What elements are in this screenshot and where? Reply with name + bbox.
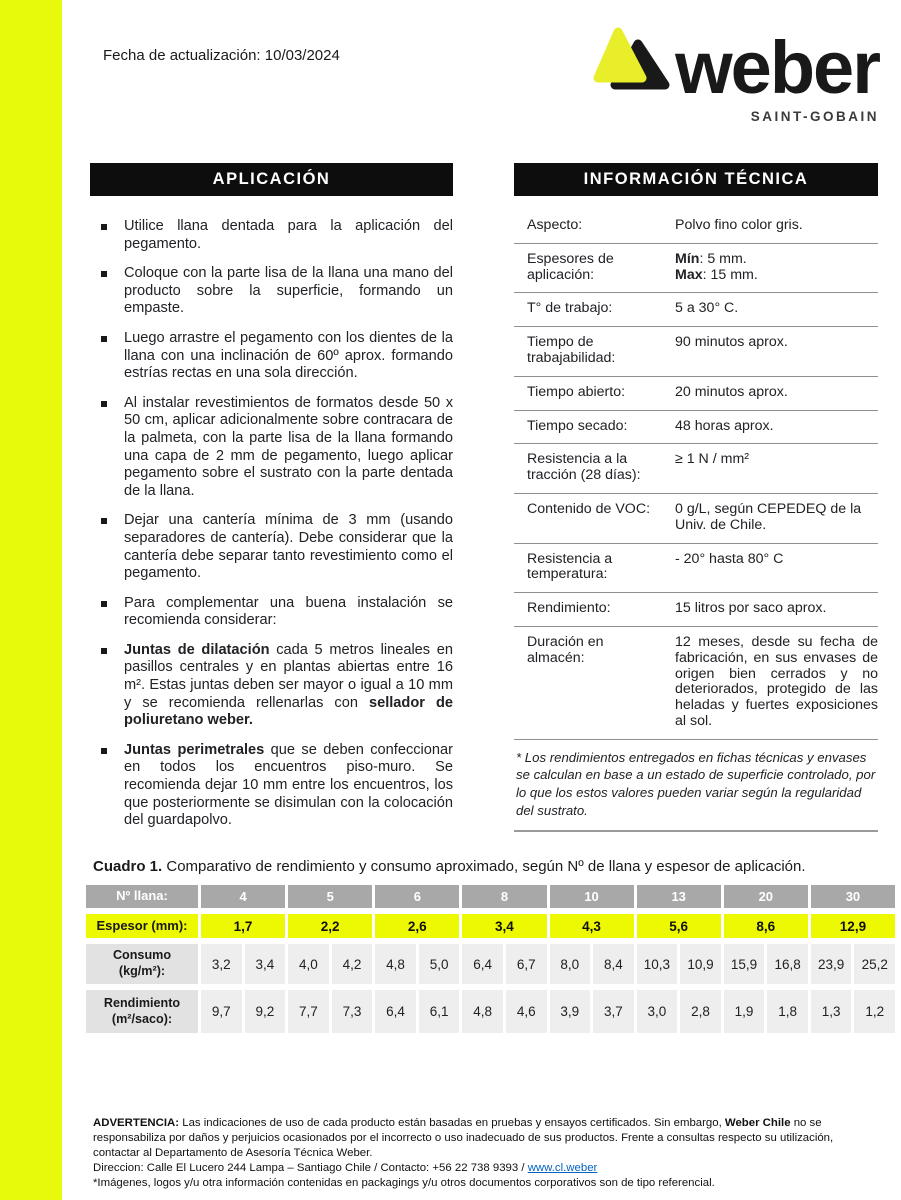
rendimiento-cell: 1,3 bbox=[811, 990, 852, 1033]
consumo-cell: 23,9 bbox=[811, 944, 852, 984]
cuadro-1-section bbox=[83, 858, 898, 1039]
rendimiento-cell: 7,3 bbox=[332, 990, 373, 1033]
rendimiento-row-label bbox=[86, 990, 198, 1033]
bullet-text: Coloque con la parte lisa de la llana una mano del producto sobre la superficie, formando un empaste. bbox=[124, 265, 453, 317]
consumo-row-label bbox=[86, 944, 198, 984]
espesor-row-label: Espesor (mm): bbox=[86, 914, 198, 938]
consumo-row bbox=[86, 944, 895, 984]
info-value: 12 meses, desde su fecha de fabricación, en sus envases de origen bien cerrados y no deteriorados, protegido de las heladas y fuertes exposiciones al sol. bbox=[675, 633, 878, 729]
info-value: ≥ 1 N / mm² bbox=[675, 451, 749, 468]
info-row bbox=[514, 593, 878, 627]
consumo-cell: 5,0 bbox=[419, 944, 460, 984]
aplicacion-bullet-list bbox=[90, 218, 453, 830]
llana-cell: 13 bbox=[637, 885, 721, 908]
llana-cell: 5 bbox=[288, 885, 372, 908]
llana-header-row bbox=[86, 885, 895, 908]
direccion-text: Direccion: Calle El Lucero 244 Lampa – Santiago Chile / Contacto: +56 22 738 9393 / bbox=[93, 1162, 528, 1175]
consumo-cell: 4,8 bbox=[375, 944, 416, 984]
info-label: Resistencia a temperatura: bbox=[527, 550, 613, 583]
advertencia-body-2: no se responsabiliza por daños y perjuicios ocasionados por el incorrecto o uso inadecuado de sus productos. Frente a consultas respecto su utilización, contactar al Departamento de Asesoría Técnica Weber. bbox=[93, 1117, 834, 1160]
llana-cell: 10 bbox=[550, 885, 634, 908]
rendimiento-label-line1: Rendimiento bbox=[103, 995, 181, 1010]
bullet-bold-lead: Juntas de dilatación bbox=[124, 641, 270, 658]
info-label: Tiempo secado: bbox=[527, 417, 628, 434]
rendimiento-row bbox=[86, 990, 895, 1033]
info-label: T° de trabajo: bbox=[527, 300, 613, 317]
llana-cell: 6 bbox=[375, 885, 459, 908]
advertencia-label: ADVERTENCIA: bbox=[93, 1117, 180, 1129]
bullet-bold-lead: Juntas perimetrales bbox=[124, 741, 265, 758]
rendimiento-cell: 2,8 bbox=[680, 990, 721, 1033]
info-label: Duración en almacén: bbox=[527, 633, 604, 666]
consumo-cell: 3,2 bbox=[201, 944, 242, 984]
consumo-label-line1: Consumo bbox=[112, 948, 172, 963]
min-label: Mín bbox=[675, 250, 700, 267]
info-value: - 20° hasta 80° C bbox=[675, 550, 784, 567]
advertencia-text bbox=[93, 1116, 875, 1161]
bullet-text: Utilice llana dentada para la aplicación del pegamento. bbox=[124, 218, 453, 252]
rendimiento-cell: 4,8 bbox=[462, 990, 503, 1033]
consumo-cell: 10,3 bbox=[637, 944, 678, 984]
info-value bbox=[662, 252, 878, 284]
rendimiento-footnote: * Los rendimientos entregados en fichas técnicas y envases se calculan en base a un estado de superficie controlado, por lo que los estos valores pueden variar según la regularidad del sustrato. bbox=[514, 740, 878, 833]
consumo-cell: 3,4 bbox=[245, 944, 286, 984]
info-value: 0 g/L, según CEPEDEQ de la Univ. de Chile. bbox=[675, 500, 862, 533]
rendimiento-cell: 9,7 bbox=[201, 990, 242, 1033]
bullet-text: que se deben confeccionar en todos los encuentros piso-muro. Se recomienda dejar 10 mm entre los encuentros, los que posteriormente se disimulan con la colocación del guardapolvo. bbox=[124, 741, 453, 829]
bullet-bold-tail: sellador de poliuretano weber. bbox=[124, 694, 453, 729]
info-label: Espesores de aplicación: bbox=[527, 250, 614, 283]
consumo-cell: 8,0 bbox=[550, 944, 591, 984]
info-value-line bbox=[675, 268, 878, 284]
rendimiento-cell: 1,8 bbox=[767, 990, 808, 1033]
footer bbox=[93, 1116, 875, 1191]
llana-cell: 4 bbox=[201, 885, 285, 908]
llana-cell: 8 bbox=[462, 885, 546, 908]
info-value: 5 a 30° C. bbox=[675, 300, 739, 317]
info-value: 20 minutos aprox. bbox=[675, 383, 788, 400]
min-value: : 5 mm. bbox=[699, 250, 747, 267]
info-tecnica-header: INFORMACIÓN TÉCNICA bbox=[514, 163, 878, 196]
aplicacion-section bbox=[90, 163, 453, 842]
espesor-cell: 8,6 bbox=[724, 914, 808, 938]
info-label: Resistencia a la tracción (28 días): bbox=[527, 451, 641, 484]
consumo-cell: 6,4 bbox=[462, 944, 503, 984]
info-label: Tiempo de trabajabilidad: bbox=[527, 334, 616, 366]
bullet-item bbox=[90, 218, 453, 253]
bullet-item bbox=[90, 330, 453, 383]
info-row bbox=[514, 293, 878, 327]
bullet-text: Luego arrastre el pegamento con los dientes de la llana con una inclinación de 60º aprox. formando estrías rectas en una sola dirección. bbox=[124, 329, 453, 382]
bullet-item bbox=[90, 512, 453, 582]
advertencia-body-1: Las indicaciones de uso de cada producto están basadas en pruebas y ensayos certificados. Sin embargo, bbox=[179, 1117, 725, 1129]
table-caption bbox=[93, 858, 898, 875]
update-date: Fecha de actualización: 10/03/2024 bbox=[103, 47, 340, 64]
espesor-row bbox=[86, 914, 895, 938]
weber-triangle-icon bbox=[591, 22, 671, 99]
info-value: 48 horas aprox. bbox=[675, 417, 774, 434]
info-value: 15 litros por saco aprox. bbox=[675, 600, 827, 617]
info-row bbox=[514, 244, 878, 294]
rendimiento-cell: 7,7 bbox=[288, 990, 329, 1033]
consumo-label-line2: (kg/m²): bbox=[118, 964, 166, 978]
rendimiento-cell: 1,2 bbox=[854, 990, 895, 1033]
consumo-cell: 25,2 bbox=[854, 944, 895, 984]
info-row bbox=[514, 444, 878, 494]
bullet-text: Para complementar una buena instalación se recomienda considerar: bbox=[124, 594, 453, 629]
espesor-cell: 2,6 bbox=[375, 914, 459, 938]
info-value: Polvo fino color gris. bbox=[675, 217, 803, 233]
info-label: Contenido de VOC: bbox=[527, 500, 651, 517]
rendimiento-cell: 1,9 bbox=[724, 990, 765, 1033]
direccion-line bbox=[93, 1161, 875, 1176]
rendimiento-cell: 3,7 bbox=[593, 990, 634, 1033]
referencial-line: *Imágenes, logos y/u otra información contenidas en packagings y/u otros documentos corporativos son de tipo referencial. bbox=[93, 1177, 715, 1190]
rendimiento-cell: 6,4 bbox=[375, 990, 416, 1033]
consumo-cell: 4,2 bbox=[332, 944, 373, 984]
content-columns bbox=[90, 163, 878, 842]
rendimiento-cell: 4,6 bbox=[506, 990, 547, 1033]
espesor-cell: 1,7 bbox=[201, 914, 285, 938]
info-row bbox=[514, 204, 878, 244]
espesor-cell: 12,9 bbox=[811, 914, 895, 938]
espesor-cell: 3,4 bbox=[462, 914, 546, 938]
weber-logo bbox=[591, 22, 879, 124]
consumo-cell: 10,9 bbox=[680, 944, 721, 984]
info-label: Aspecto: bbox=[527, 217, 583, 233]
info-row bbox=[514, 327, 878, 377]
info-value: 90 minutos aprox. bbox=[675, 334, 788, 351]
rendimiento-cell: 3,9 bbox=[550, 990, 591, 1033]
saint-gobain-label: SAINT-GOBAIN bbox=[750, 109, 879, 124]
bullet-item bbox=[90, 642, 453, 730]
info-label: Tiempo abierto: bbox=[527, 383, 626, 400]
llana-cell: 30 bbox=[811, 885, 895, 908]
max-value: : 15 mm. bbox=[702, 266, 758, 283]
weber-chile-label: Weber Chile bbox=[724, 1117, 791, 1129]
informacion-tecnica-section bbox=[514, 163, 878, 842]
bullet-item bbox=[90, 395, 453, 501]
caption-bold: Cuadro 1. bbox=[93, 858, 163, 875]
rendimiento-cell: 9,2 bbox=[245, 990, 286, 1033]
caption-text: Comparativo de rendimiento y consumo aproximado, según Nº de llana y espesor de aplicación. bbox=[162, 858, 806, 875]
bullet-text: Dejar una cantería mínima de 3 mm (usando separadores de cantería). Debe considerar que la cantería debe separar tanto revestimiento como el pegamento. bbox=[124, 512, 453, 582]
bullet-text: cada 5 metros lineales en pasillos centrales y en plantas abiertas entre 16 m². Estas juntas deben ser mayor o igual a 10 mm y se recomienda rellenarlas con bbox=[124, 641, 454, 711]
info-rows bbox=[514, 204, 878, 740]
info-row bbox=[514, 377, 878, 411]
consumo-cell: 8,4 bbox=[593, 944, 634, 984]
consumo-cell: 6,7 bbox=[506, 944, 547, 984]
llana-row-label: Nº llana: bbox=[86, 885, 198, 908]
consumo-cell: 4,0 bbox=[288, 944, 329, 984]
consumo-cell: 15,9 bbox=[724, 944, 765, 984]
bullet-item bbox=[90, 595, 453, 630]
rendimiento-label-line2: (m²/saco): bbox=[111, 1011, 173, 1026]
consumo-cell: 16,8 bbox=[767, 944, 808, 984]
left-accent-bar bbox=[0, 0, 62, 1200]
info-label: Rendimiento: bbox=[527, 600, 611, 617]
espesor-cell: 5,6 bbox=[637, 914, 721, 938]
info-row bbox=[514, 544, 878, 594]
aplicacion-header: APLICACIÓN bbox=[90, 163, 453, 196]
weber-website-link[interactable]: www.cl.weber bbox=[527, 1162, 598, 1175]
espesor-cell: 2,2 bbox=[288, 914, 372, 938]
rendimiento-consumo-table bbox=[83, 879, 898, 1039]
bullet-item bbox=[90, 265, 453, 318]
llana-cell: 20 bbox=[724, 885, 808, 908]
brand-wordmark: weber bbox=[675, 26, 879, 110]
espesor-cell: 4,3 bbox=[550, 914, 634, 938]
max-label: Max bbox=[675, 266, 703, 283]
info-row bbox=[514, 494, 878, 544]
bullet-text: Al instalar revestimientos de formatos desde 50 x 50 cm, aplicar adicionalmente sobre contracara de la palmeta, con la parte lisa de la llana formando una capa de 2 mm de pegamento, luego aplicar pegamento sobre el sustrato con la parte dentada de la llana. bbox=[124, 394, 453, 499]
info-row bbox=[514, 411, 878, 445]
bullet-item bbox=[90, 742, 453, 830]
info-row bbox=[514, 627, 878, 740]
rendimiento-cell: 3,0 bbox=[637, 990, 678, 1033]
info-value-line bbox=[675, 252, 878, 268]
rendimiento-cell: 6,1 bbox=[419, 990, 460, 1033]
